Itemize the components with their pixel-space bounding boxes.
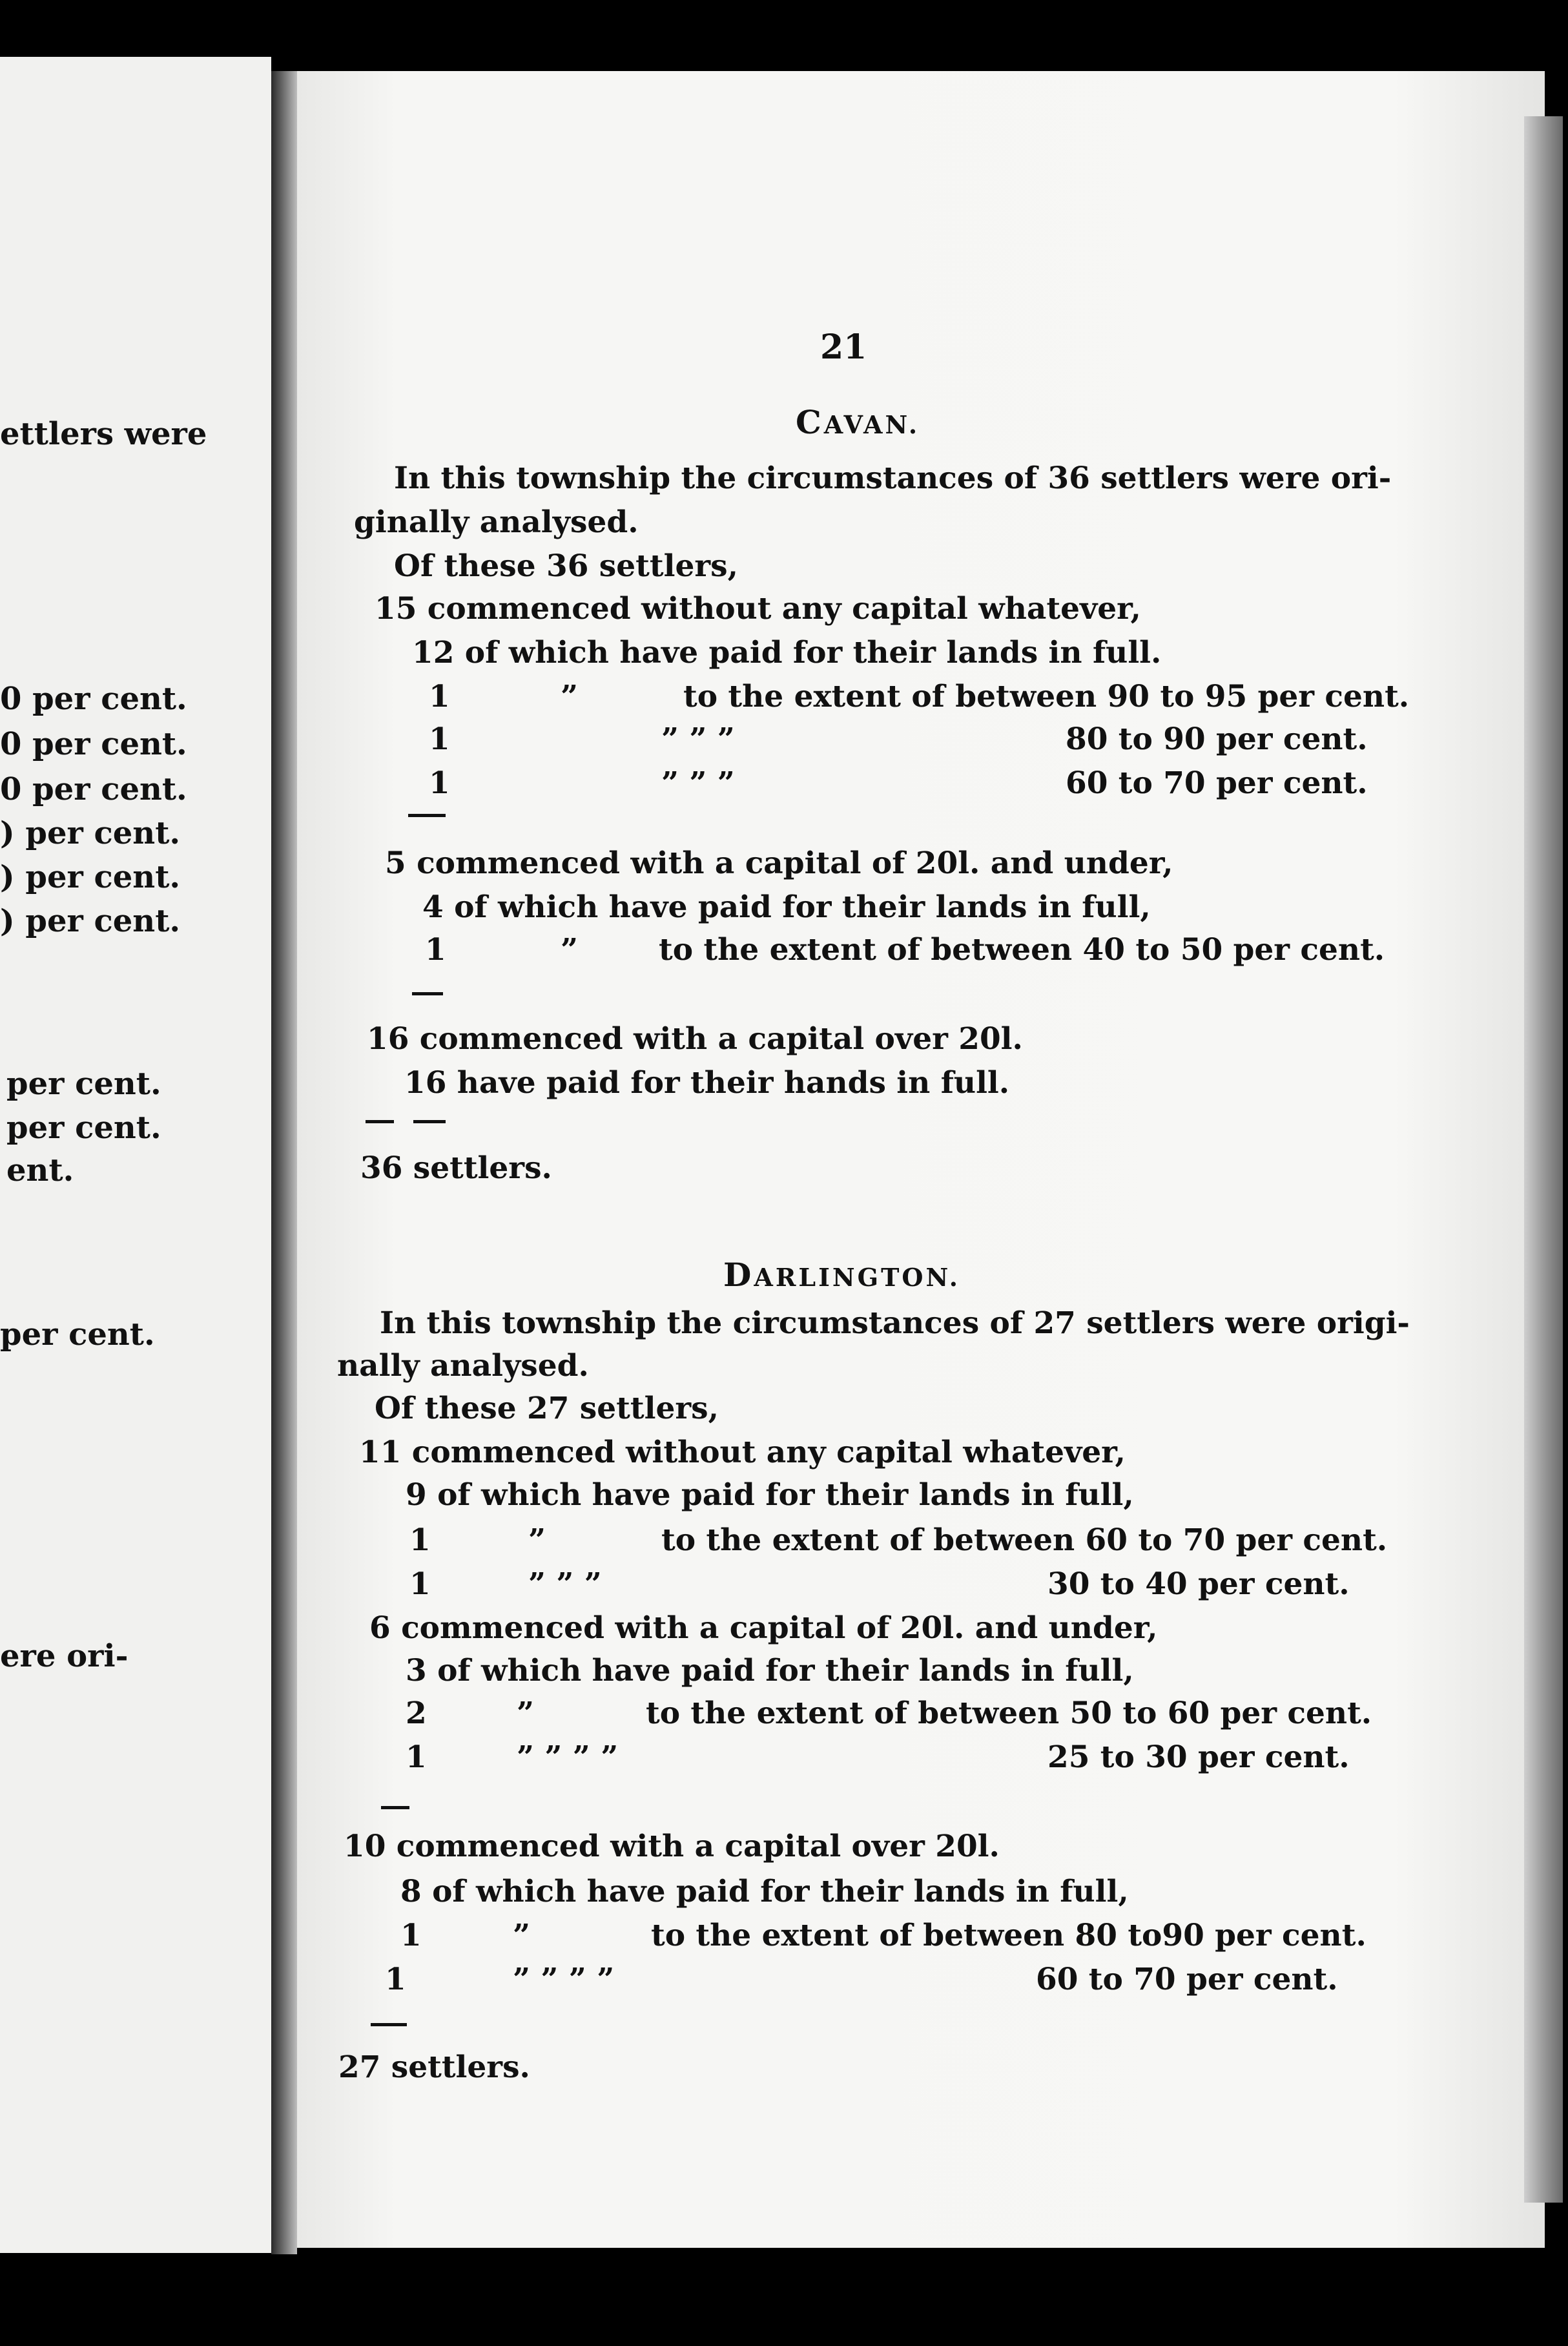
divider-dash bbox=[412, 992, 443, 995]
book-spine bbox=[271, 71, 297, 2254]
cavan-of-these: Of these 36 settlers, bbox=[394, 548, 738, 584]
facing-page-fragment: 0 per cent. bbox=[0, 726, 187, 762]
cavan-group-under-20: 5 commenced with a capital of 20l. and under, bbox=[385, 846, 1173, 881]
facing-page-fragment: 0 per cent. bbox=[0, 771, 187, 807]
facing-page-fragment: ) per cent. bbox=[0, 903, 181, 939]
darlington-paid-in-full: 9 of which have paid for their lands in full, bbox=[406, 1477, 1134, 1513]
cavan-group-over-20: 16 commenced with a capital over 20l. bbox=[367, 1021, 1023, 1057]
ditto-marks: ” ” ” bbox=[528, 1566, 602, 1602]
cavan-paid-in-full: 16 have paid for their hands in full. bbox=[404, 1065, 1010, 1101]
section-heading-cavan: CAVAN. bbox=[796, 403, 920, 441]
darlington-row-count: 1 bbox=[409, 1566, 431, 1602]
cavan-row-count: 1 bbox=[429, 679, 450, 714]
cavan-row-count: 1 bbox=[429, 765, 450, 801]
darlington-paid-in-full: 3 of which have paid for their lands in full, bbox=[406, 1653, 1134, 1688]
ditto-mark: ” bbox=[528, 1522, 546, 1558]
cavan-intro-line-1: In this township the circumstances of 36 settlers were ori- bbox=[394, 461, 1392, 496]
divider-dash bbox=[408, 814, 446, 817]
darlington-partial-payment: 30 to 40 per cent. bbox=[1047, 1566, 1350, 1602]
ditto-mark: ” bbox=[561, 679, 579, 714]
darlington-intro-line-1: In this township the circumstances of 27 settlers were origi- bbox=[380, 1305, 1410, 1341]
facing-page-fragment: per cent. bbox=[0, 1316, 155, 1353]
darlington-partial-payment: 60 to 70 per cent. bbox=[1036, 1962, 1338, 1997]
divider-dash bbox=[371, 2023, 407, 2026]
cavan-paid-in-full: 4 of which have paid for their lands in full, bbox=[422, 889, 1151, 925]
darlington-of-these: Of these 27 settlers, bbox=[375, 1391, 719, 1426]
cavan-paid-in-full: 12 of which have paid for their lands in full. bbox=[412, 635, 1162, 670]
darlington-partial-payment: to the extent of between 80 to90 per cent. bbox=[651, 1918, 1367, 1953]
ditto-marks: ” ” ” ” bbox=[517, 1739, 619, 1775]
cavan-partial-payment: to the extent of between 90 to 95 per cent. bbox=[683, 679, 1410, 714]
cavan-row-count: 1 bbox=[429, 721, 450, 757]
facing-page-fragment: ) per cent. bbox=[0, 859, 181, 895]
darlington-partial-payment: to the extent of between 50 to 60 per cent. bbox=[646, 1696, 1372, 1731]
facing-page-fragment: ent. bbox=[6, 1152, 74, 1189]
section-heading-darlington: DARLINGTON. bbox=[723, 1256, 961, 1294]
darlington-row-count: 1 bbox=[409, 1522, 431, 1558]
divider-dash bbox=[381, 1806, 409, 1809]
facing-page bbox=[0, 57, 271, 2253]
darlington-paid-in-full: 8 of which have paid for their lands in full, bbox=[400, 1874, 1129, 1909]
ditto-mark: ” bbox=[561, 932, 579, 968]
cavan-partial-payment: to the extent of between 40 to 50 per cent. bbox=[659, 932, 1385, 968]
facing-page-fragment: ere ori- bbox=[0, 1638, 129, 1674]
ditto-mark: ” bbox=[517, 1696, 535, 1731]
darlington-row-count: 1 bbox=[406, 1739, 427, 1775]
darlington-row-count: 1 bbox=[400, 1918, 422, 1953]
darlington-group-over-20: 10 commenced with a capital over 20l. bbox=[344, 1829, 1000, 1864]
cavan-row-count: 1 bbox=[425, 932, 446, 968]
page-number: 21 bbox=[820, 327, 867, 367]
facing-page-fragment: 0 per cent. bbox=[0, 681, 187, 717]
ditto-marks: ” ” ” bbox=[661, 765, 735, 801]
divider-dash bbox=[366, 1120, 394, 1123]
darlington-partial-payment: to the extent of between 60 to 70 per cent. bbox=[661, 1522, 1388, 1558]
cavan-partial-payment: 80 to 90 per cent. bbox=[1066, 721, 1368, 757]
darlington-intro-line-2: nally analysed. bbox=[337, 1348, 589, 1384]
cavan-total: 36 settlers. bbox=[360, 1150, 552, 1186]
facing-page-fragment: per cent. bbox=[6, 1110, 161, 1146]
ditto-marks: ” ” ” ” bbox=[513, 1962, 615, 1997]
facing-page-fragment: ) per cent. bbox=[0, 815, 181, 851]
facing-page-fragment: ettlers were bbox=[0, 416, 207, 452]
darlington-group-no-capital: 11 commenced without any capital whatever, bbox=[359, 1435, 1126, 1470]
darlington-row-count: 2 bbox=[406, 1696, 427, 1731]
darlington-partial-payment: 25 to 30 per cent. bbox=[1047, 1739, 1350, 1775]
ditto-mark: ” bbox=[513, 1918, 531, 1953]
divider-dash bbox=[413, 1120, 446, 1123]
page-edge bbox=[1524, 116, 1563, 2203]
darlington-total: 27 settlers. bbox=[338, 2050, 530, 2085]
cavan-intro-line-2: ginally analysed. bbox=[354, 504, 639, 540]
facing-page-fragment: per cent. bbox=[6, 1066, 161, 1102]
cavan-group-no-capital: 15 commenced without any capital whatever, bbox=[375, 591, 1141, 627]
darlington-row-count: 1 bbox=[385, 1962, 406, 1997]
ditto-marks: ” ” ” bbox=[661, 721, 735, 757]
darlington-group-under-20: 6 commenced with a capital of 20l. and under, bbox=[369, 1610, 1158, 1646]
cavan-partial-payment: 60 to 70 per cent. bbox=[1066, 765, 1368, 801]
